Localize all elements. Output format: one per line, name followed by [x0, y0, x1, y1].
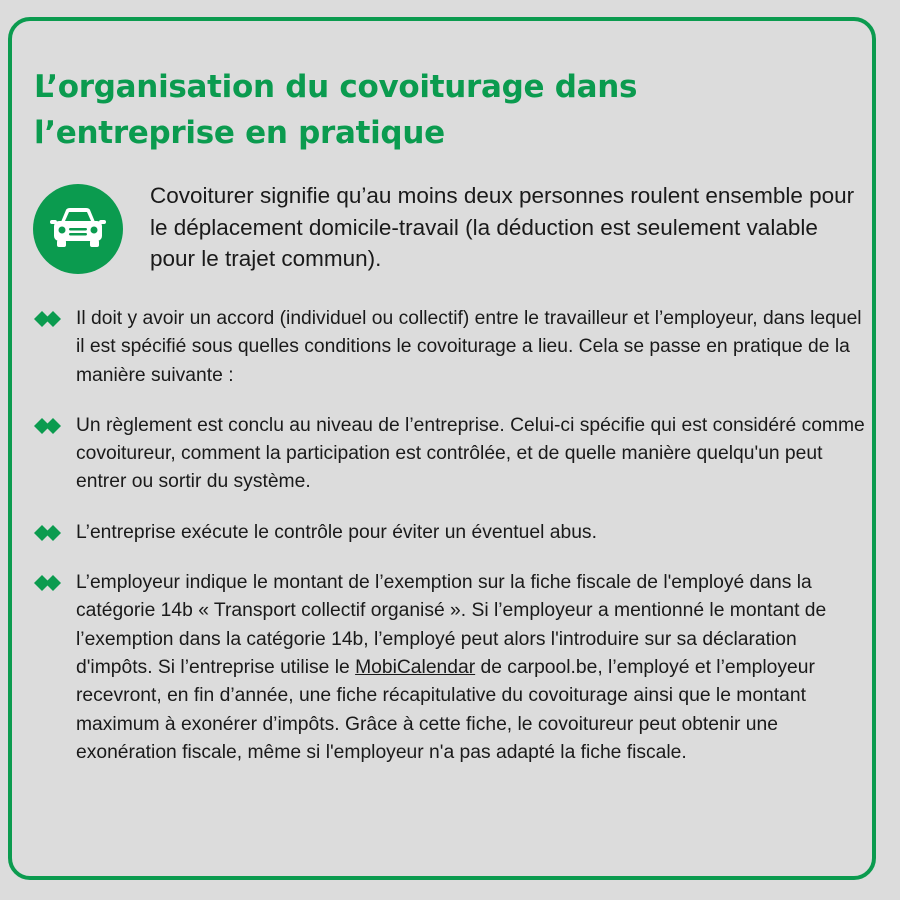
bullet-text [76, 569, 875, 767]
bullet-list [30, 305, 875, 789]
bullet-text: L’entreprise exécute le contrôle pour éviter un éventuel abus. [76, 521, 597, 543]
page-title: L’organisation du covoiturage dans l’entreprise en pratique [34, 69, 638, 151]
list-item [30, 519, 875, 547]
list-item [30, 569, 875, 767]
list-item [30, 305, 875, 390]
diamond-bullet-icon [34, 573, 64, 593]
bullet-text: Un règlement est conclu au niveau de l’entreprise. Celui-ci spécifie qui est considéré comme covoitureur, comment la participation est contrôlée, et de quelle manière quelqu'un peut entrer ou sortir du système. [76, 414, 865, 493]
mobicalendar-link[interactable]: MobiCalendar [355, 656, 476, 678]
intro-text: Covoiturer signifie qu’au moins deux personnes roulent ensemble pour le déplacement domicile-travail (la déduction est seulement valable pour le trajet commun). [150, 183, 855, 271]
bullet-text-before: L’employeur indique le montant de l’exemption sur la fiche fiscale de l'employé dans la catégorie 14b « Transport collectif organisé ». Si l’employeur a mentionné le montant de l’exemption dans la catégorie 14b, l’employé peut alors l'introduire sur sa déclaration d'impôts. Si l’entreprise utilise le [76, 572, 827, 678]
bullet-text-after: de carpool.be, l’employé et l’employeur recevront, en fin d’année, une fiche récapitulative du covoiturage ainsi que le montant maximum à exonérer d’impôts. Grâce à cette fiche, le covoitureur peut obtenir une exonération fiscale, même si l'employeur n'a pas adapté la fiche fiscale. [76, 656, 815, 763]
car-icon [33, 184, 123, 274]
diamond-bullet-icon [34, 416, 64, 436]
bullet-text: Il doit y avoir un accord (individuel ou collectif) entre le travailleur et l’employeur, dans lequel il est spécifié sous quelles conditions le covoiturage a lieu. Cela se passe en pratique de la manière suivante : [76, 308, 862, 386]
diamond-bullet-icon [34, 523, 64, 543]
diamond-bullet-icon [34, 309, 64, 329]
list-item [30, 412, 875, 497]
